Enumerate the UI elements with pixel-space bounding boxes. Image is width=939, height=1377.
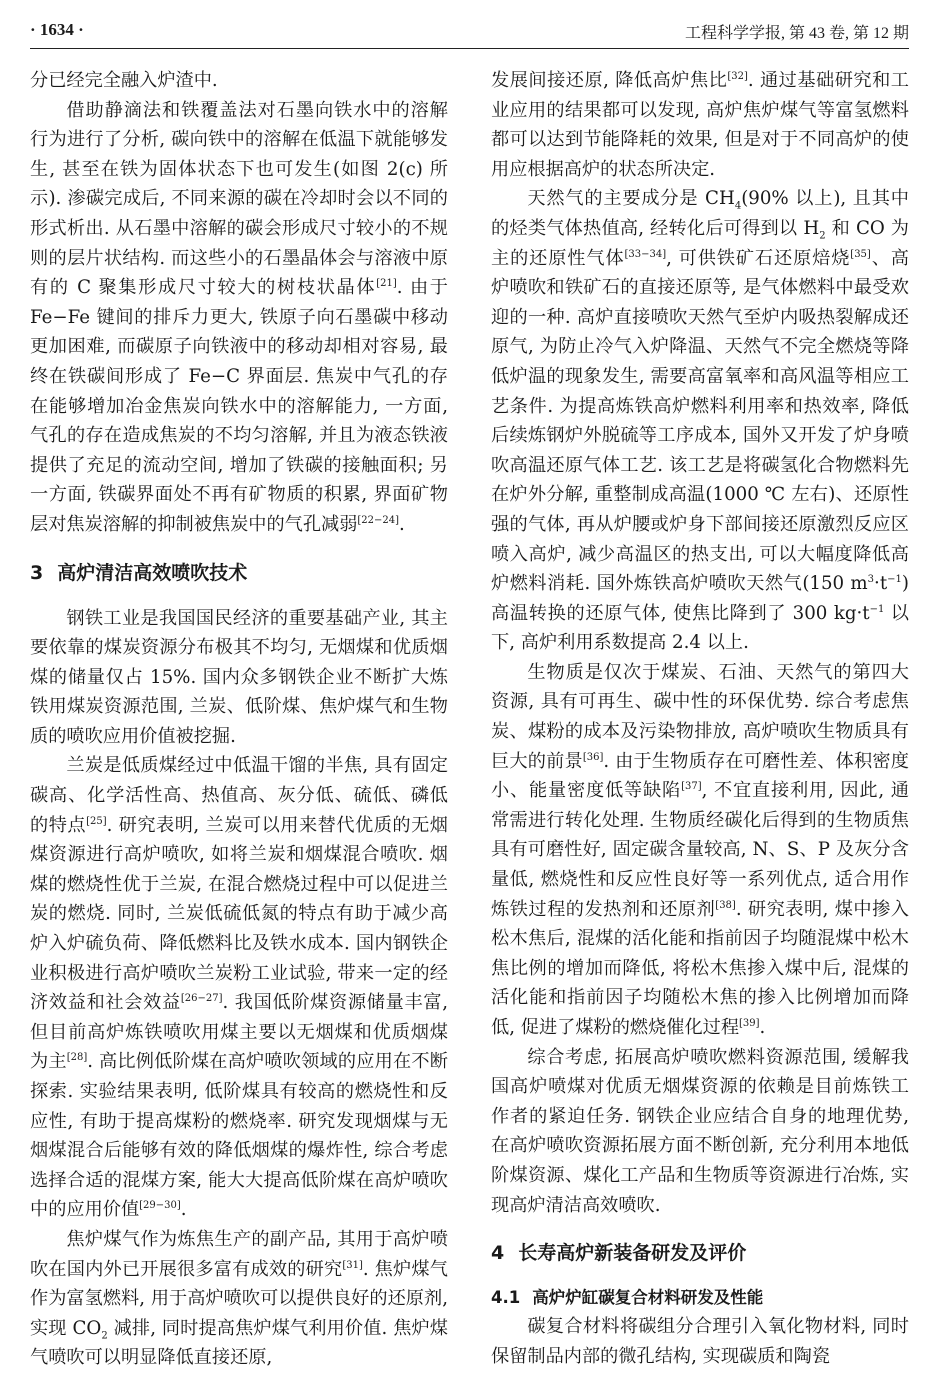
text: 天然气的主要成分是 CH xyxy=(527,188,735,210)
text: )高温转换的还原气体, 使焦比降到了 300 kg·t xyxy=(491,573,909,624)
paragraph-steel-industry: 钢铁工业是我国国民经济的重要基础产业, 其主要依靠的煤炭资源分布极其不均匀, 无烟煤和优质烟煤的储量仅占 15%. 国内众多钢铁企业不断扩大炼铁用煤炭资源范围, 兰炭、低阶煤、焦炉煤气和生物质的喷吹应用价值被挖掘. xyxy=(30,607,448,747)
text: 以下, 高炉利用系数提高 2.4 以上. xyxy=(491,602,909,654)
text: 兰炭是低质煤经过中低温干馏的半焦, 具有固定碳高、化学活性高、热值高、灰分低、硫低、磷低的特点 xyxy=(30,755,448,836)
text: . 研究表明, 兰炭可以用来替代优质的无烟煤资源进行高炉喷吹, 如将兰炭和烟煤混合喷吹. 烟煤的燃烧性优于兰炭, 在混合燃烧过程中可以促进兰炭的燃烧. 同时, 兰炭低硫低氮的特点有助于减少高炉入炉硫负荷、降低燃料比及铁水成本. 国内钢铁企业积极进行高炉喷吹兰炭粉工业试验, 带来一定的经济效益和社会效益 xyxy=(30,814,448,1014)
text: 减排, 同时提高焦炉煤气利用价值. 焦炉煤气喷吹可以明显降低直接还原, xyxy=(30,1317,448,1369)
citation: [35] xyxy=(850,248,871,260)
text: , 不宜直接利用, 因此, 通常需进行转化处理. 生物质经碳化后得到的生物质焦具有可磨性好, 固定碳含量较高, N、S、P 及灰分含量低, 燃烧性和反应性良好等一系列优点, 适合用作炼铁过程的发热剂和还原剂 xyxy=(491,780,909,920)
section-3-heading xyxy=(30,558,448,588)
citation: [25] xyxy=(86,815,107,827)
citation: [36] xyxy=(582,751,604,763)
text: 和 CO 为主的还原性气体 xyxy=(491,217,909,269)
text: . 高比例低阶煤在高炉喷吹领域的应用在不断探索. 实验结果表明, 低阶煤具有较高的燃烧性和反应性, 有助于提高煤粉的燃烧率. 研究发现烟煤与无烟煤混合后能够有效的降低烟煤的爆炸性, 综合考虑选择合适的混煤方案, 能大大提高低阶煤在高炉喷吹中的应用价值 xyxy=(30,1051,448,1221)
text: . 由于生物质存在可磨性差、体积密度小、能量密度低等缺陷 xyxy=(491,750,909,802)
paragraph-coke-oven-gas xyxy=(30,1225,448,1373)
subsection-number: 4.1 xyxy=(491,1288,521,1308)
right-column xyxy=(491,66,909,1371)
superscript: −1 xyxy=(869,603,885,615)
paragraph-continuation xyxy=(491,66,909,184)
subscript: 2 xyxy=(101,1330,108,1342)
citation: [29−30] xyxy=(139,1200,181,1212)
superscript: 3 xyxy=(867,574,875,586)
citation: [33−34] xyxy=(624,248,667,260)
citation: [26−27] xyxy=(180,993,223,1005)
text: . xyxy=(759,1017,766,1038)
left-column xyxy=(30,66,448,1373)
paragraph-natural-gas xyxy=(491,184,909,658)
section-number: 4 xyxy=(491,1242,505,1265)
text: . 由于 Fe−Fe 键间的排斥力更大, 铁原子向石墨碳中移动更加困难, 而碳原子向铁液中的移动却相对容易, 最终在铁碳间形成了 Fe−C 界面层. 焦炭中气孔的存在能够增加冶金焦炭向铁水中的溶解能力, 一方面, 气孔的存在造成焦炭的不均匀溶解, 并且为液态铁液提供了充足的流动空间, 增加了铁碳的接触面积; 另一方面, 铁碳界面处不再有矿物质的积累, 界面矿物层对焦炭溶解的抑制被焦炭中的气孔减弱 xyxy=(30,277,448,535)
text: 生物质是仅次于煤炭、石油、天然气的第四大资源, 具有可再生、碳中性的环保优势. 综合考虑焦炭、煤粉的成本及污染物排放, 高炉喷吹生物质具有巨大的前景 xyxy=(491,661,909,772)
citation: [31] xyxy=(342,1259,363,1271)
text: . 我国低阶煤资源储量丰富, 但目前高炉炼铁喷吹用煤主要以无烟煤和优质烟煤为主 xyxy=(30,992,448,1073)
subsection-4-1-heading xyxy=(491,1284,909,1312)
text: (90% 以上), 且其中的烃类气体热值高, 经转化后可得到以 H xyxy=(491,188,909,239)
citation: [28] xyxy=(66,1052,88,1064)
text: 借助静滴法和铁覆盖法对石墨向铁水中的溶解行为进行了分析, 碳向铁中的溶解在低温下就能够发生, 甚至在铁为固体状态下也可发生(如图 2(c) 所示). 渗碳完成后, 不同来源的碳在冷却时会以不同的形式析出. 从石墨中溶解的碳会形成尺寸较小的不规则的层片状结构. 而这些小的石墨晶体会与溶液中原有的 C 聚集形成尺寸较大的树枝状晶体 xyxy=(30,99,448,299)
page-number: · 1634 · xyxy=(30,20,84,39)
citation: [37] xyxy=(681,781,702,793)
paragraph-continuation: 分已经完全融入炉渣中. xyxy=(30,70,218,91)
journal-info: 工程科学学报, 第 43 卷, 第 12 期 xyxy=(684,25,909,42)
text: ·t xyxy=(874,573,888,595)
citation: [39] xyxy=(739,1017,760,1029)
section-title: 高炉清洁高效喷吹技术 xyxy=(57,561,248,584)
subscript: 2 xyxy=(819,230,826,242)
text: . xyxy=(180,1199,187,1221)
text: . xyxy=(399,513,405,535)
paragraph-graphite-dissolution xyxy=(30,96,448,540)
text: 焦炉煤气作为炼焦生产的副产品, 其用于高炉喷吹在国内外已开展很多富有成效的研究 xyxy=(30,1228,448,1280)
subscript: 4 xyxy=(734,201,742,213)
citation: [38] xyxy=(715,899,736,911)
citation: [32] xyxy=(727,70,748,82)
paragraph-biomass xyxy=(491,658,909,1043)
text: . 通过基础研究和工业应用的结果都可以发现, 高炉焦炉煤气等富氢燃料都可以达到节能降耗的效果, 但是对于不同高炉的使用应根据高炉的状态所决定. xyxy=(491,70,909,180)
text: 、高炉喷吹和铁矿石的直接还原等, 是气体燃料中最受欢迎的一种. 高炉直接喷吹天然气至炉内吸热裂解成还原气, 为防止冷气入炉降温、天然气不完全燃烧等降低炉温的现象发生, 需要高富氧率和高风温等相应工艺条件. 为提高炼铁高炉燃料利用率和热效率, 降低后续炼钢炉外脱硫等工序成本, 国外又开发了炉身喷吹高温还原气体工艺. 该工艺是将碳氢化合物燃料先在炉外分解, 重整制成高温(1000 ℃ 左右)、还原性强的气体, 再从炉腰或炉身下部间接还原激烈反应区喷入高炉, 减少高温区的热支出, 可以大幅度降低高炉燃料消耗. 国外炼铁高炉喷吹天然气(150 m xyxy=(491,247,909,595)
text: . 焦炉煤气作为富氢燃料, 用于高炉喷吹可以提供良好的还原剂, 实现 CO xyxy=(30,1258,448,1339)
citation: [21] xyxy=(376,278,397,290)
section-title: 长寿高炉新装备研发及评价 xyxy=(518,1242,747,1265)
running-header xyxy=(30,18,909,49)
paragraph-carbon-composite: 碳复合材料将碳组分合理引入氧化物材料, 同时保留制品内部的微孔结构, 实现碳质和陶瓷 xyxy=(491,1316,909,1367)
section-number: 3 xyxy=(30,561,44,584)
citation: [22−24] xyxy=(357,514,400,526)
paragraph-semi-coke xyxy=(30,751,448,1225)
text: 发展间接还原, 降低高炉焦比 xyxy=(491,70,728,91)
section-4-heading xyxy=(491,1238,909,1268)
subsection-title: 高炉炉缸碳复合材料研发及性能 xyxy=(532,1288,764,1308)
superscript: −1 xyxy=(887,574,902,586)
paragraph-summary: 综合考虑, 拓展高炉喷吹燃料资源范围, 缓解我国高炉喷煤对优质无烟煤资源的依赖是目前炼铁工作者的紧迫任务. 钢铁企业应结合自身的地理优势, 在高炉喷吹资源拓展方面不断创新, 充分利用本地低阶煤资源、煤化工产品和生物质等资源进行冶炼, 实现高炉清洁高效喷吹. xyxy=(491,1046,909,1216)
text: . 研究表明, 煤中掺入松木焦后, 混煤的活化能和指前因子均随混煤中松木焦比例的增加而降低, 将松木焦掺入煤中后, 混煤的活化能和指前因子均随松木焦的掺入比例增加而降低, 促进了煤粉的燃烧催化过程 xyxy=(491,898,909,1038)
text: , 可供铁矿石还原焙烧 xyxy=(666,247,851,269)
